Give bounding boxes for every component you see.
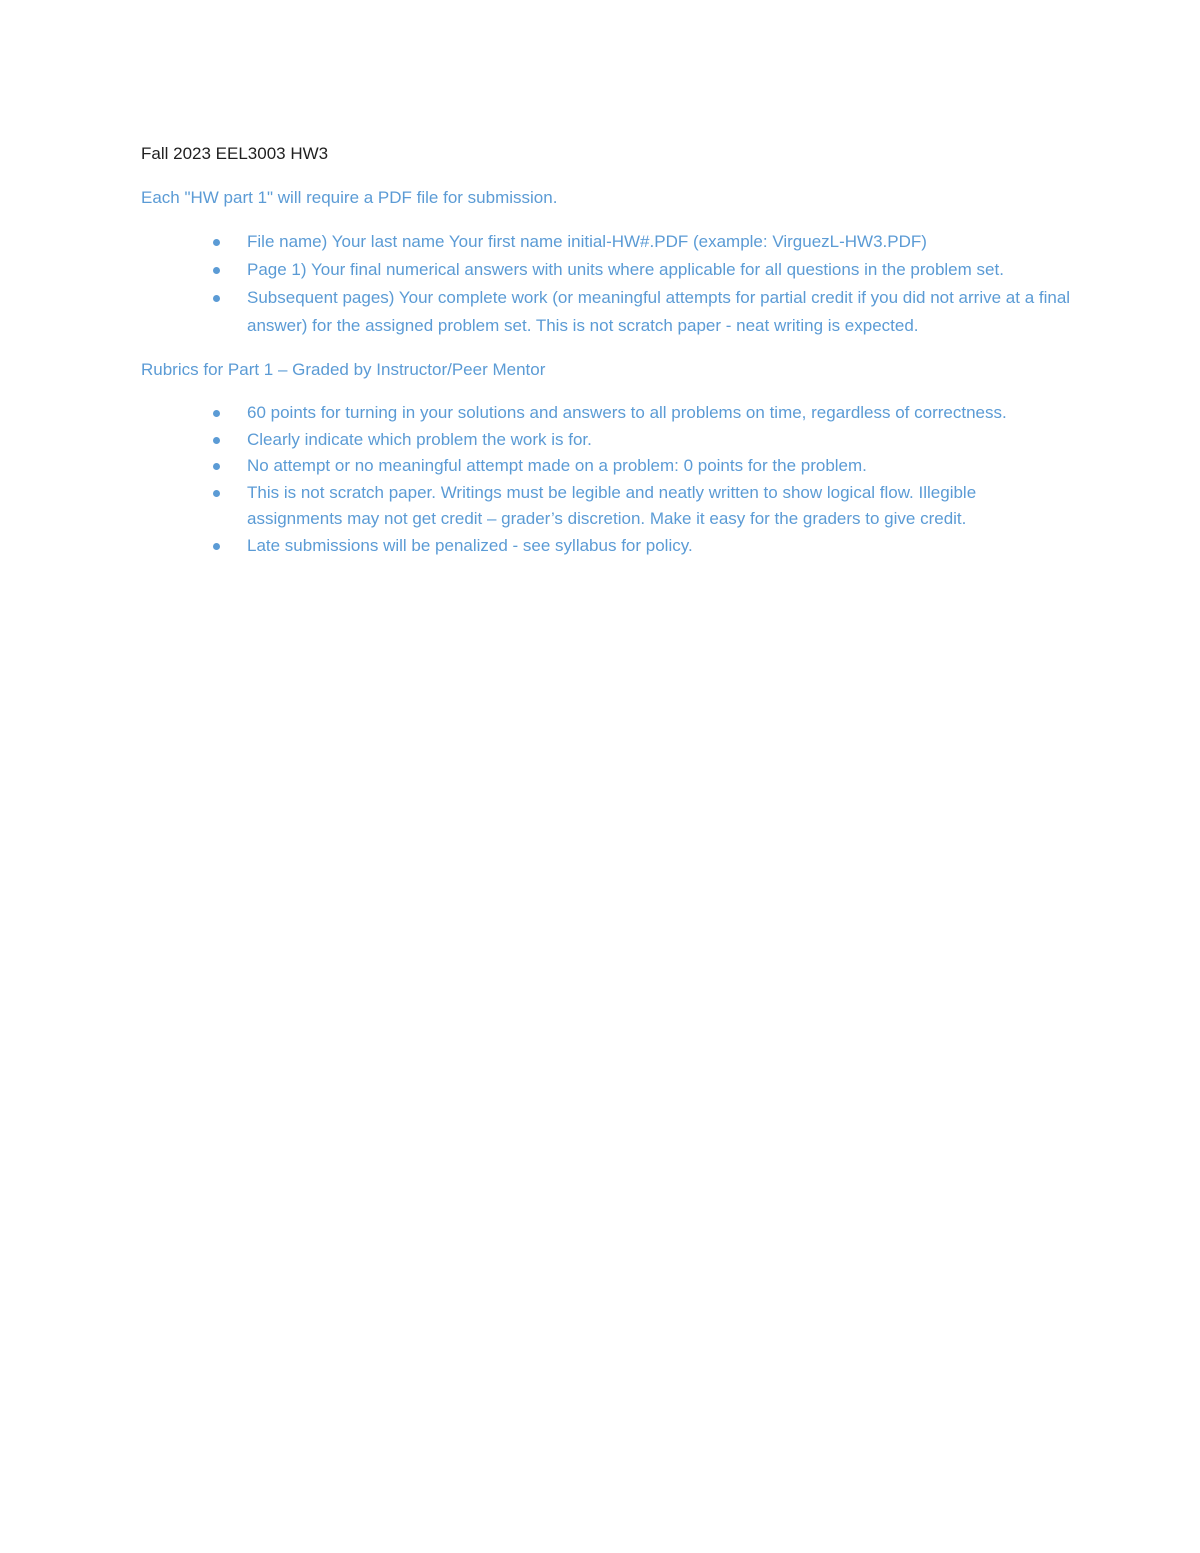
document-content	[141, 140, 1071, 575]
list-item-text: File name) Your last name Your first name initial-HW#.PDF (example: VirguezL-HW3.PDF)	[247, 232, 927, 251]
list-item	[141, 453, 1071, 480]
bullet-icon	[213, 295, 220, 302]
bullet-icon	[213, 543, 220, 550]
list-item-text: 60 points for turning in your solutions and answers to all problems on time, regardless of correctness.	[247, 403, 1007, 422]
list-item	[141, 427, 1071, 454]
document-title: Fall 2023 EEL3003 HW3	[141, 144, 329, 163]
bullet-icon	[213, 490, 220, 497]
bullet-icon	[213, 410, 220, 417]
submission-intro: Each "HW part 1" will require a PDF file for submission.	[141, 188, 558, 207]
list-item-text: Subsequent pages) Your complete work (or meaningful attempts for partial credit if you did not arrive at a final answer) for the assigned problem set. This is not scratch paper - neat writing is expected.	[247, 288, 1071, 335]
submission-requirements-list	[141, 228, 1071, 340]
list-item	[141, 533, 1071, 560]
list-item-text: Late submissions will be penalized - see syllabus for policy.	[247, 535, 693, 555]
list-item	[141, 256, 1071, 284]
rubric-heading: Rubrics for Part 1 – Graded by Instructor/Peer Mentor	[141, 360, 546, 379]
bullet-icon	[213, 463, 220, 470]
list-item	[141, 480, 1071, 533]
bullet-icon	[213, 239, 220, 246]
list-item-text: This is not scratch paper. Writings must be legible and neatly written to show logical flow. Illegible assignments may not get credit – grader’s discretion. Make it easy for the graders to give credit.	[247, 482, 977, 528]
list-item	[141, 400, 1071, 427]
rubric-list	[141, 400, 1071, 559]
bullet-icon	[213, 267, 220, 274]
list-item-text: Page 1) Your final numerical answers with units where applicable for all questions in the problem set.	[247, 260, 1004, 279]
list-item	[141, 228, 1071, 256]
bullet-icon	[213, 437, 220, 444]
list-item	[141, 284, 1071, 340]
list-item-text: Clearly indicate which problem the work is for.	[247, 429, 592, 449]
list-item-text: No attempt or no meaningful attempt made on a problem: 0 points for the problem.	[247, 456, 867, 475]
